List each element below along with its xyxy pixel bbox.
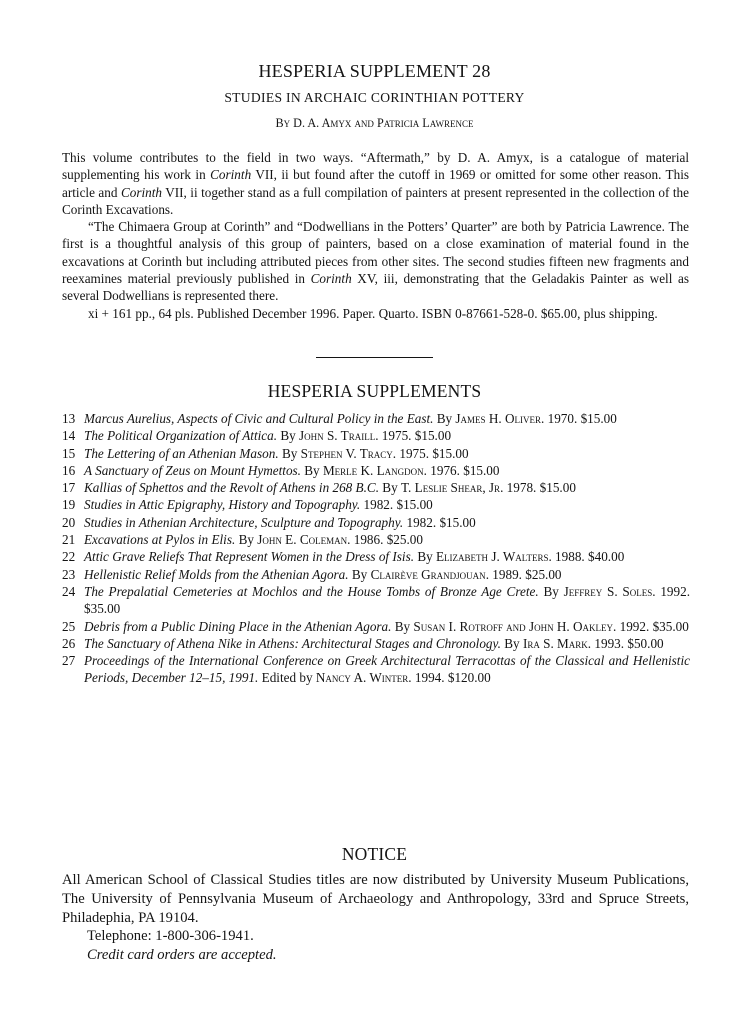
supplement-year-price: 1982. $15.00: [360, 497, 433, 513]
supplement-author: Ira S. Mark: [522, 635, 588, 651]
supplement-author: Nancy A. Winter: [315, 670, 409, 686]
notice-text: All American School of Classical Studies titles are now distributed by University Museum Publications, The University of Pennsylvania Museum of Archaeology and Anthropology, 33rd and Spruce Streets, Philadephia, PA 19104.: [62, 872, 689, 926]
italic-title: Corinth: [210, 167, 252, 183]
supplement-title: Marcus Aurelius, Aspects of Civic and Cultural Policy in the East.: [84, 411, 434, 426]
supplement-entry: [84, 583, 690, 618]
supplement-author: Stephen V. Tracy: [300, 445, 393, 461]
supplement-entry: [84, 531, 690, 548]
supplement-by: By: [500, 635, 523, 651]
section-divider: [316, 357, 433, 358]
supplement-year-price: . 1970. $15.00: [541, 411, 617, 426]
supplement-entry: [84, 479, 690, 496]
supplement-title: Kallias of Sphettos and the Revolt of Athens in 268 B.C.: [84, 480, 379, 496]
supplement-by: By: [379, 480, 401, 496]
supplement-number: 27: [62, 653, 76, 669]
list-item: [62, 445, 690, 462]
page-title: HESPERIA SUPPLEMENT 28: [258, 61, 491, 81]
text-run: VII, ii together stand as a full compilation of painters at present represented in the collection of the Corinth Excavations.: [62, 184, 689, 217]
supplement-title: Hellenistic Relief Molds from the Athenian Agora.: [84, 566, 349, 582]
byline: By D. A. Amyx and Patricia Lawrence: [275, 116, 474, 130]
supplement-title: Proceedings of the International Conference on Greek Architectural Terracottas of the Classical and Hellenistic Periods, December 12–15, 1991.: [84, 653, 690, 686]
notice-credit: Credit card orders are accepted.: [87, 947, 277, 964]
supplement-number: 24: [62, 583, 76, 599]
supplement-entry: [84, 635, 690, 652]
supplement-entry: [84, 618, 690, 635]
supplement-year-price: . 1988. $40.00: [548, 549, 625, 565]
supplement-number: 14: [62, 428, 76, 444]
list-item: [62, 583, 690, 618]
supplement-author: John E. Coleman: [257, 532, 348, 548]
supplement-by: By: [414, 549, 436, 565]
text-run: XV, iii, demonstrating that the Geladakis Painter as well as several Dodwellians is represented there.: [62, 271, 689, 304]
supplement-by: By: [348, 566, 371, 582]
supplement-title: The Prepalatial Cemeteries at Mochlos and the House Tombs of Bronze Age Crete.: [84, 583, 539, 599]
supplement-author: John S. Traill: [299, 428, 376, 444]
supplement-number: 13: [62, 411, 76, 426]
supplement-by: By: [277, 428, 300, 444]
supplement-entry: [84, 566, 690, 583]
supplement-year-price: . 1992. $35.00: [84, 583, 691, 617]
supplement-number: 16: [62, 462, 76, 478]
supplement-number: 23: [62, 566, 76, 582]
supplement-number: 25: [62, 618, 76, 634]
supplement-title: Excavations at Pylos in Elis.: [84, 532, 236, 548]
notice-credit-wrap: [62, 946, 689, 965]
supplement-entry: [84, 462, 690, 479]
supplement-entry: [84, 427, 690, 444]
list-item: [62, 566, 690, 583]
notice-body: [62, 871, 689, 965]
text-run: “The Chimaera Group at Corinth” and “Dodwellians in the Potters’ Quarter” are both by Patricia Lawrence. The first is a thoughtful analysis of this group of painters, based on a close examination of material found in the excavations at Corinth but including attributed pieces from other sites. The second studies fifteen new fragments and reexamines material previously published in: [62, 219, 689, 287]
supplements-list: [62, 410, 690, 687]
list-item: [62, 652, 690, 687]
text-run: This volume contributes to the field in two ways. “Aftermath,” by D. A. Amyx, is a catalogue of material supplementing his work in: [62, 150, 689, 183]
supplement-title: A Sanctuary of Zeus on Mount Hymettos.: [84, 462, 301, 478]
notice-heading: NOTICE: [341, 844, 408, 864]
italic-title: Corinth: [120, 184, 162, 200]
supplement-year-price: . 1976. $15.00: [423, 462, 500, 478]
supplement-author: James H. Oliver: [455, 411, 541, 426]
supplement-entry: [84, 652, 690, 687]
publication-details: xi + 161 pp., 64 pls. Published December 1996. Paper. Quarto. ISBN 0-87661-528-0. $65.00, plus shipping.: [88, 305, 658, 321]
book-subtitle: STUDIES IN ARCHAIC CORINTHIAN POTTERY: [224, 90, 525, 105]
description-paragraph-1: [62, 149, 689, 218]
supplement-entry: [84, 496, 690, 513]
supplement-number: 17: [62, 480, 76, 496]
supplement-by: By: [391, 618, 414, 634]
supplement-year-price: 1982. $15.00: [403, 514, 476, 530]
supplement-year-price: . 1989. $25.00: [485, 566, 562, 582]
list-item: [62, 618, 690, 635]
description: [62, 149, 689, 322]
supplement-by: By: [538, 583, 564, 599]
supplement-author: Elizabeth J. Walters: [436, 549, 549, 565]
supplement-number: 26: [62, 635, 76, 651]
supplement-author: Susan I. Rotroff and John H. Oakley: [413, 618, 614, 634]
supplement-title: Studies in Athenian Architecture, Sculpture and Topography.: [84, 514, 404, 530]
supplement-by: By: [235, 532, 258, 548]
supplement-number: 22: [62, 549, 76, 565]
supplement-number: 21: [62, 532, 76, 548]
supplement-author: Jeffrey S. Soles: [563, 583, 653, 599]
supplement-by: Edited by: [258, 670, 316, 686]
italic-title: Corinth: [310, 271, 352, 287]
supplement-entry: [84, 445, 690, 462]
supplement-entry: [84, 548, 690, 565]
supplement-title: Attic Grave Reliefs That Represent Women in the Dress of Isis.: [84, 549, 415, 565]
supplements-heading: HESPERIA SUPPLEMENTS: [267, 381, 482, 401]
description-paragraph-2: [62, 218, 689, 304]
supplement-number: 19: [62, 497, 76, 513]
supplement-by: By: [278, 445, 301, 461]
supplement-title: The Lettering of an Athenian Mason.: [84, 445, 279, 461]
list-item: [62, 531, 690, 548]
supplement-title: Debris from a Public Dining Place in the Athenian Agora.: [84, 618, 392, 634]
supplement-title: The Political Organization of Attica.: [84, 428, 278, 444]
supplement-title: Studies in Attic Epigraphy, History and Topography.: [84, 497, 361, 513]
supplement-year-price: . 1994. $120.00: [408, 670, 491, 686]
supplement-entry: [84, 514, 690, 531]
supplement-author: Clairève Grandjouan: [370, 566, 486, 582]
list-item: [62, 410, 690, 427]
supplement-year-price: . 1975. $15.00: [392, 445, 469, 461]
supplement-by: By: [300, 462, 323, 478]
supplement-number: 20: [62, 514, 76, 530]
supplement-title: The Sanctuary of Athena Nike in Athens: Architectural Stages and Chronology.: [84, 635, 501, 651]
supplement-by: By: [433, 411, 456, 426]
list-item: [62, 635, 690, 652]
list-item: [62, 479, 690, 496]
text-run: VII, ii but found after the cutoff in 1969 or omitted for some other reason. This article and: [62, 167, 689, 200]
supplement-number: 15: [62, 445, 76, 461]
list-item: [62, 548, 690, 565]
supplement-author: T. Leslie Shear, Jr: [400, 480, 501, 496]
supplement-author: Merle K. Langdon: [322, 462, 424, 478]
list-item: [62, 496, 690, 513]
list-item: [62, 462, 690, 479]
supplement-year-price: . 1978. $15.00: [500, 480, 576, 496]
notice-telephone: Telephone: 1-800-306-1941.: [87, 928, 254, 945]
list-item: [62, 427, 690, 444]
supplement-year-price: . 1993. $50.00: [587, 635, 664, 651]
list-item: [62, 514, 690, 531]
supplement-entry: [84, 410, 690, 427]
supplement-year-price: . 1975. $15.00: [375, 428, 452, 444]
supplement-year-price: . 1992. $35.00: [613, 618, 689, 634]
supplement-year-price: . 1986. $25.00: [347, 532, 423, 548]
